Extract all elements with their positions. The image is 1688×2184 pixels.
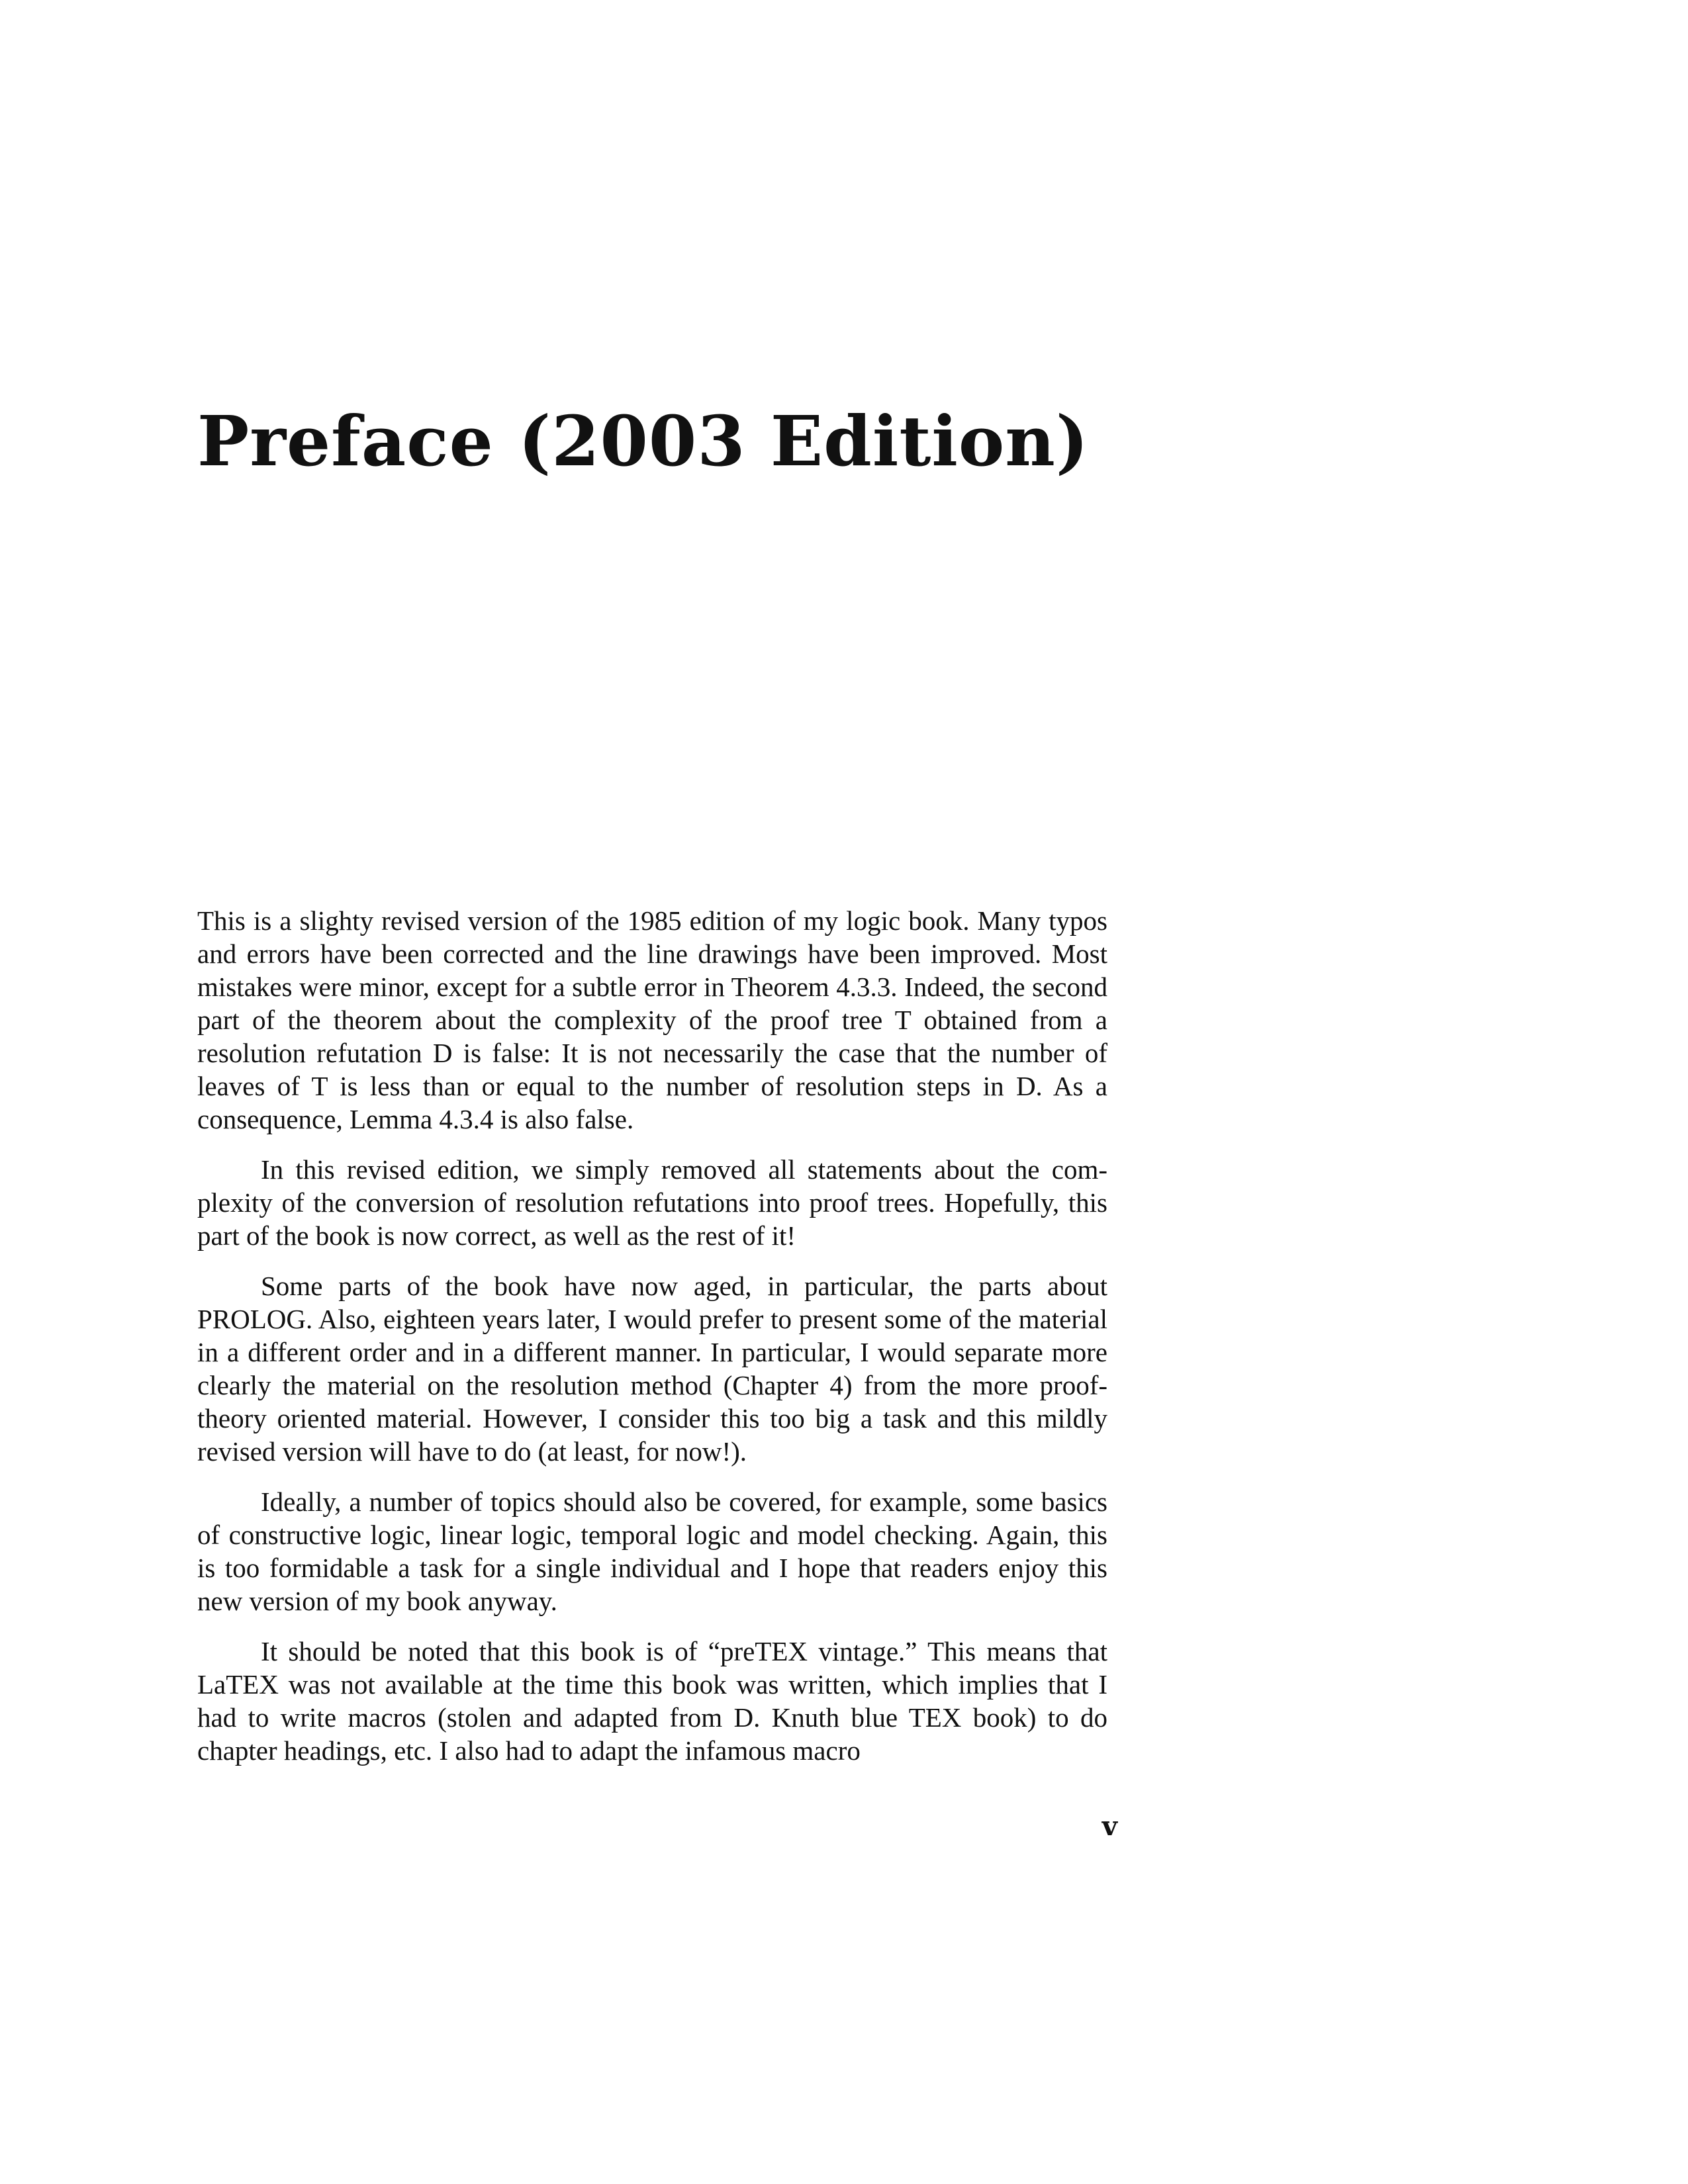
page-number: v [1102,1811,1117,1842]
paragraph-3: Some parts of the book have now aged, in particular, the parts about PROLOG. Also, eighteen years later, I would prefer to present some of the material in a different order and in a different manner. In particular, I would separate more clearly the material on the resolution method (Chapter 4) from the more proof-theory oriented material. However, I consider this too big a task and this mildly revised version will have to do (at least, for now!). [197,1271,1107,1467]
preface-body [197,904,1107,1784]
paragraph-5: It should be noted that this book is of “preTEX vintage.” This means that LaTEX was not available at the time this book was written, which implies that I had to write macros (stolen and adapted from D. Knuth blue TEX book) to do chapter headings, etc. I also had to adapt the infamous macro [197,1636,1107,1766]
chapter-title: Preface (2003 Edition) [197,400,1090,482]
paragraph-2: In this revised edition, we simply removed all statements about the complexity of the conversion of resolution refutations into proof trees. Hopefully, this part of the book is now correct, as well as the rest of it! [197,1154,1107,1251]
paragraph-4: Ideally, a number of topics should also be covered, for example, some basics of constructive logic, linear logic, temporal logic and model checking. Again, this is too formidable a task for a single individual and I hope that readers enjoy this new version of my book anyway. [197,1486,1107,1616]
paragraph-1: This is a slighty revised version of the 1985 edition of my logic book. Many typos and errors have been corrected and the line drawings have been improved. Most mistakes were minor, except for a subtle error in Theorem 4.3.3. Indeed, the second part of the theorem about the complexity of the proof tree T obtained from a resolution refutation D is false: It is not necessarily the case that the number of leaves of T is less than or equal to the number of resolution steps in D. As a consequence, Lemma 4.3.4 is also false. [197,905,1107,1134]
